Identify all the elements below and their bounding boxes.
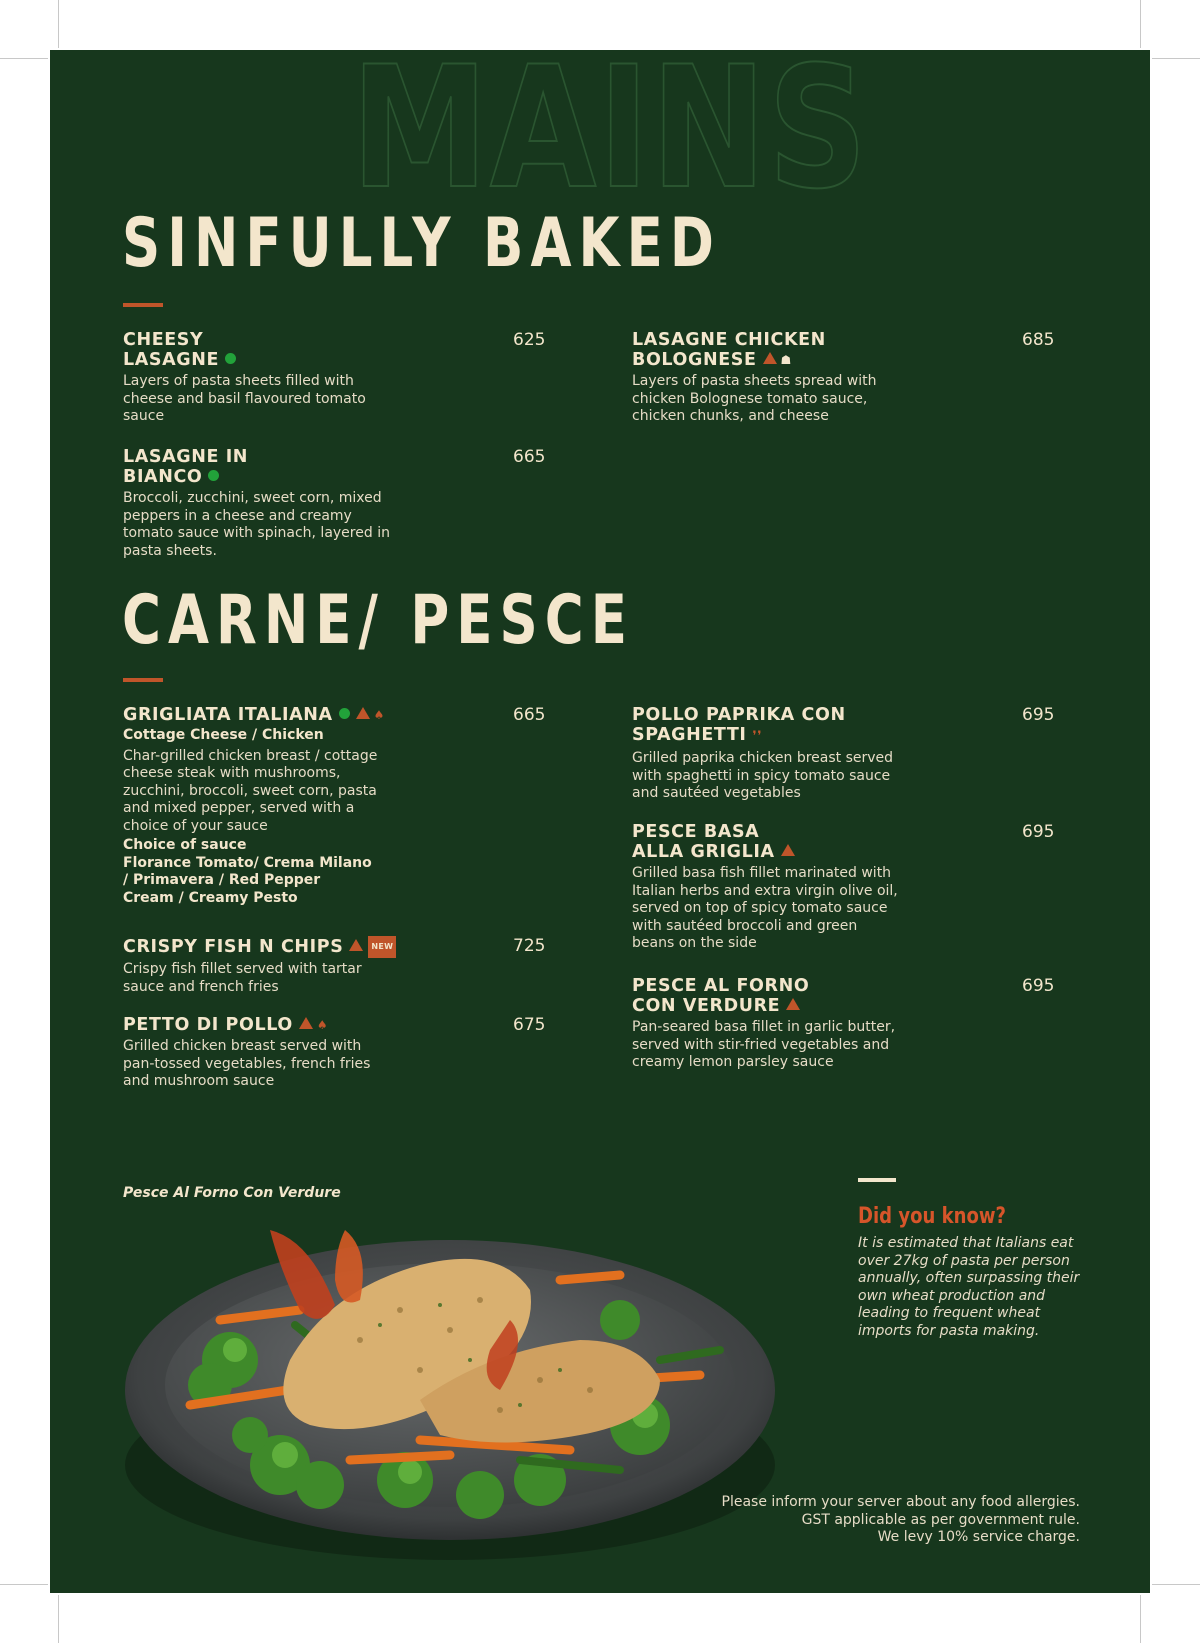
section-rule xyxy=(123,678,163,682)
item-name: LASAGNE CHICKEN BOLOGNESE ☗ xyxy=(632,330,826,370)
did-you-know-title: Did you know? xyxy=(858,1204,1006,1229)
triangle-icon xyxy=(299,1017,313,1029)
mains-watermark: MAINS xyxy=(351,50,869,226)
item-description: Broccoli, zucchini, sweet corn, mixed peppers in a cheese and creamy tomato sauce with spinach, layered in pasta sheets. xyxy=(123,490,390,559)
item-price: 685 xyxy=(1022,330,1055,350)
photo-caption: Pesce Al Forno Con Verdure xyxy=(123,1185,341,1201)
chef-hat-icon: ☗ xyxy=(780,353,792,367)
menu-item-pesce-al-forno xyxy=(632,976,1055,1072)
crop-mark xyxy=(1152,1584,1200,1585)
item-price: 695 xyxy=(1022,822,1055,842)
menu-item-grigliata-italiana xyxy=(123,705,546,907)
sauce-choice-label: Choice of sauce xyxy=(123,837,247,853)
footer-line: We levy 10% service charge. xyxy=(877,1529,1080,1545)
item-description: Grilled chicken breast served with pan-tossed vegetables, french fries and mushroom sauce xyxy=(123,1038,371,1089)
item-name: GRIGLIATA ITALIANA ♠ xyxy=(123,705,385,725)
dish-photo xyxy=(120,1210,780,1570)
menu-item-crispy-fish-n-chips xyxy=(123,936,546,996)
triangle-icon xyxy=(763,352,777,364)
veg-icon xyxy=(339,708,350,719)
item-description: Pan-seared basa fillet in garlic butter, served with stir-fried vegetables and creamy lemon parsley sauce xyxy=(632,1019,896,1070)
menu-item-lasagne-chicken-bolognese xyxy=(632,330,1055,426)
triangle-icon xyxy=(349,939,363,951)
plate-image xyxy=(120,1210,780,1570)
item-price: 625 xyxy=(513,330,546,350)
item-name: CHEESY LASAGNE xyxy=(123,330,423,370)
item-description: Layers of pasta sheets spread with chicken Bolognese tomato sauce, chicken chunks, and cheese xyxy=(632,373,877,424)
item-name: PETTO DI POLLO ♠ xyxy=(123,1015,329,1035)
footer-line: Please inform your server about any food allergies. xyxy=(721,1494,1080,1510)
crop-mark xyxy=(1152,58,1200,59)
mushroom-icon: ♠ xyxy=(316,1018,329,1032)
item-price: 725 xyxy=(513,936,546,956)
crop-mark xyxy=(0,1584,48,1585)
section-title-carne-pesce: CARNE/ PESCE xyxy=(122,581,634,660)
chili-icon: ❜❜ xyxy=(752,729,763,744)
crop-mark xyxy=(0,58,48,59)
menu-item-petto-di-pollo xyxy=(123,1015,546,1091)
menu-item-pollo-paprika xyxy=(632,705,1055,803)
item-name: PESCE BASA ALLA GRIGLIA xyxy=(632,822,932,862)
item-name: CRISPY FISH N CHIPS NEW xyxy=(123,936,463,958)
did-you-know-text: It is estimated that Italians eat over 27kg of pasta per person annually, often surpassing their own wheat production and leading to frequent wheat imports for pasta making. xyxy=(858,1235,1080,1339)
section-title-sinfully-baked: SINFULLY BAKED xyxy=(122,204,721,283)
item-description: Crispy fish fillet served with tartar sauce and french fries xyxy=(123,961,362,995)
triangle-icon xyxy=(786,998,800,1010)
item-subtitle: Cottage Cheese / Chicken xyxy=(123,727,324,743)
crop-mark xyxy=(58,0,59,48)
item-description: Char-grilled chicken breast / cottage cheese steak with mushrooms, zucchini, broccoli, sweet corn, pasta and mixed pepper, served with a choice of your sauce xyxy=(123,747,378,834)
menu-item-cheesy-lasagne xyxy=(123,330,546,426)
item-description: Grilled basa fish fillet marinated with Italian herbs and extra virgin olive oil, served on top of spicy tomato sauce with sautéed broccoli and green beans on the side xyxy=(632,865,898,951)
did-you-know-rule xyxy=(858,1178,896,1182)
menu-item-lasagne-in-bianco xyxy=(123,447,546,560)
menu-item-pesce-basa xyxy=(632,822,1055,953)
item-price: 665 xyxy=(513,447,546,467)
item-description: Layers of pasta sheets filled with cheese and basil flavoured tomato sauce xyxy=(123,373,366,424)
new-badge: NEW xyxy=(368,936,396,958)
item-name: POLLO PAPRIKA CON SPAGHETTI ❜❜ xyxy=(632,705,846,745)
item-name: PESCE AL FORNO CON VERDURE xyxy=(632,976,810,1016)
veg-icon xyxy=(225,353,236,364)
item-price: 695 xyxy=(1022,976,1055,996)
crop-mark xyxy=(1140,1595,1141,1643)
sauce-choices: Florance Tomato/ Crema Milano / Primavera / Red Pepper Cream / Creamy Pesto xyxy=(123,854,372,906)
crop-mark xyxy=(58,1595,59,1643)
item-price: 675 xyxy=(513,1015,546,1035)
footer-line: GST applicable as per government rule. xyxy=(801,1511,1080,1528)
menu-page xyxy=(50,50,1150,1593)
veg-icon xyxy=(208,470,219,481)
triangle-icon xyxy=(356,707,370,719)
triangle-icon xyxy=(781,844,795,856)
mushroom-icon: ♠ xyxy=(373,708,385,722)
item-description: Grilled paprika chicken breast served with spaghetti in spicy tomato sauce and sautéed vegetables xyxy=(632,750,894,801)
crop-mark xyxy=(1140,0,1141,48)
item-price: 695 xyxy=(1022,705,1055,725)
footer-notes xyxy=(722,1494,1080,1547)
item-name: LASAGNE IN BIANCO xyxy=(123,447,249,487)
item-price: 665 xyxy=(513,705,546,725)
section-rule xyxy=(123,303,163,307)
